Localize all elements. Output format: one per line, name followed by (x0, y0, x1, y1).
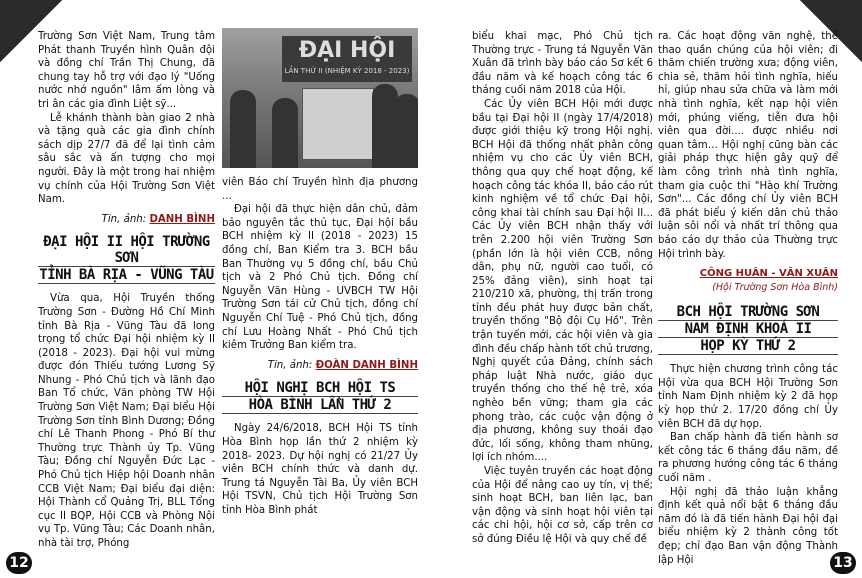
paragraph: Trường Sơn Việt Nam, Trung tâm Phát thanh Truyền hình Quân đội và đồng chí Trần Thị Chung, đã chung tay hỗ trợ với đạo lý "Uống nước nhớ nguồn" lâm ấm lòng và tri ân các gia đình Liệt sỹ... (38, 31, 215, 110)
paragraph: Hội nghị đã thảo luận khẳng định kết quả nổi bật 6 tháng đầu năm đó là đã tiến hành Đại hội đại biểu nhiệm kỳ 2 thành công tốt đẹp; chỉ đạo Ban vận động Thành lập Hội (658, 486, 838, 566)
person-figure (230, 90, 256, 168)
credit-author: ĐOÀN DANH BÌNH (315, 359, 418, 371)
headline-nam-dinh: BCH HỘI TRƯỜNG SƠN NAM ĐỊNH KHOÁ II HỌP KỲ THỨ 2 (658, 304, 838, 355)
page-number-left: 12 (6, 552, 32, 574)
paragraph: Thực hiện chương trình công tác Hội vừa qua BCH Hội Trường Sơn tỉnh Nam Định nhiệm kỳ 2 đã họp kỳ họp thứ 2. 17/20 đồng chí Ủy viên BCH đã dự họp. (658, 364, 838, 430)
paragraph: ra. Các hoạt động văn nghệ, thể thao quần chúng của hội viên; đi thăm chiến trường xưa; động viên, chia sẻ, thăm hỏi tình nghĩa, hiếu hỉ, giúp nhau sửa chữa và làm mới nhà tình nghĩa, kết nạp hội viên mới, phúng viếng, tiễn đưa hội viên qua đời.... được nhiều nơi quan tâm… Hội nghị cũng bàn các giải pháp thực hiện gây quỹ để làm công trình nhà tình nghĩa, tham gia cuộc thi "Hào khí Trường Sơn"... Các đồng chí Ủy viên BCH đã phát biểu ý kiến dân chủ thảo luận sôi nổi và nhất trí thông qua báo cáo dự thảo của Thường trực Hội trình bày. (658, 31, 838, 260)
paragraph: Đại hội đã thực hiện dân chủ, đảm bảo nguyên tắc thủ tục, Đại hội bầu BCH nhiệm kỳ II (2018 - 2023) 15 đồng chí, Ban Kiểm tra 3. BCH bầu Ban Thường vụ 5 đồng chí, bầu Chủ tịch và 2 Phó Chủ tịch. Đồng chí Nguyễn Văn Hùng - UVBCH TW Hội Trường Sơn tái cử Chủ tịch, đồng chí Nguyễn Chí Tuệ - Phó Chủ tịch, đồng chí Lưu Hoàng Nhất - Phó Chủ tịch kiêm Trưởng Ban kiểm tra. (222, 204, 418, 352)
person-figure (394, 94, 418, 168)
headline-hoa-binh: HỘI NGHỊ BCH HỘI TS HÒA BÌNH LẦN THỨ 2 (222, 380, 418, 414)
article-credit: Tin, ảnh: ĐOÀN DANH BÌNH (267, 359, 418, 371)
headline-ba-ria-vung-tau: ĐẠI HỘI II HỘI TRƯỜNG SƠN TỈNH BÀ RỊA - VŨNG TÀU (39, 234, 214, 284)
credit-author: DANH BÌNH (149, 213, 215, 225)
award-flag (302, 88, 374, 160)
paragraph: Lễ khánh thành bàn giao 2 nhà và tặng quà các gia đình chính sách dịp 27/7 đã để lại tình cảm sâu sắc và ấn tượng cho mọi người. Đây là một trong hai nhiệm vụ chính của Hội Trường Sơn Việt Nam. (38, 112, 215, 206)
paragraph: Ngày 24/6/2018, BCH Hội TS tỉnh Hòa Bình họp lần thứ 2 nhiệm kỳ 2018- 2023. Dự hội nghị có 21/27 Ủy viên BCH chính thức và danh dự. Trung tá Nguyễn Tài Ba, Ủy viên BCH Hội TSVN, Chủ tịch Hội Trường Sơn tỉnh Hòa Bình phát (222, 423, 418, 516)
person-figure (272, 98, 298, 168)
column-1 (38, 30, 215, 551)
article-credit: Tin, ảnh: DANH BÌNH (101, 213, 215, 225)
paragraph: Ban chấp hành đã tiến hành sơ kết công tác 6 tháng đầu năm, đề ra phương hướng công tác 6 tháng cuối năm . (658, 432, 838, 485)
column-3 (472, 30, 653, 547)
paragraph: Các Ủy viên BCH Hội mới được bầu tại Đại hội II (ngày 17/4/2018) được giới thiệu kỹ trong Hội nghị. BCH Hội đã thống nhất phân công nhiệm vụ cho các Ủy viên BCH, thông qua quy chế hoạt động, kế hoạch công tác khóa II, báo cáo rút kinh nghiệm về tổ chức Đại hội, công khai tài chính sau Đại hội II... Các Ủy viên BCH nhận thấy với trên 2.200 hội viên Trường Sơn (phần lớn là hội viên CCB, nông dân, phụ nữ, người cao tuổi, có 25% đảng viên), sinh hoạt tại 210/210 xã, phường, thị trấn trong tỉnh đều phát huy được bản chất, truyền thống "Bộ đội Cụ Hồ". Trên trận tuyến mới, các hội viên và gia đình đều chấp hành tốt chủ trương, Nghị quyết của Đảng, chính sách pháp luật Nhà nước, giáo dục truyền thống cho thế hệ trẻ, xóa nghèo bền vững; tham gia các phong trào, các cuộc vận động ở địa phương, không suy thoái đạo đức, lối sống, không tham nhũng, lợi ích nhóm.... (472, 98, 653, 464)
paragraph: biểu khai mạc, Phó Chủ tịch Thường trực - Trung tá Nguyễn Văn Xuân đã trình bày báo cáo Sơ kết 6 đầu năm và kế hoạch công tác 6 tháng cuối năm 2018 của Hội. (472, 31, 653, 97)
paragraph: Việc tuyên truyền các hoạt động của Hội để nâng cao uy tín, vị thế; sinh hoạt BCH, ban liên lạc, ban vận động và sinh hoạt hội viên tại các chi hội, hội cơ sở, cấp trên cơ sở đúng Điều lệ Hội và quy chế đề (472, 466, 653, 545)
column-2 (222, 176, 418, 517)
article-signature: CÔNG HUÂN - VĂN XUÂN (Hội Trường Sơn Hòa Bình) (699, 268, 838, 293)
paragraph: Vừa qua, Hội Truyền thống Trường Sơn - Đường Hồ Chí Minh tỉnh Bà Rịa - Vũng Tàu đã long trọng tổ chức Đại hội nhiệm kỳ II (2018 - 2023). Đại hội vui mừng được đón Thiếu tướng Lương Sỹ Nhung - Phó Chủ tịch và lãnh đạo Ban Tổ chức, Văn phòng TW Hội Trường Sơn Việt Nam; Đại biểu Hội Trường Sơn tỉnh Bình Dương; Đồng chí Lê Thanh Phong - Phó Bí thư Thường trực Thành ủy Tp. Vũng Tàu; Đồng chí Nguyễn Đức Lạc - Phó Chủ tịch Hiệp hội Doanh nhân CCB Việt Nam; Đại biểu đại diện: Hội Thành cổ Quảng Trị, BLL Tổng cục II BQP, Hội CCB và Phòng Nội vụ Tp. Vũng Tàu; Các Doanh nhân, nhà tài trợ, Phóng (38, 293, 215, 549)
column-4 (658, 30, 838, 567)
paragraph: viên Báo chí Truyền hình địa phương ... (222, 177, 418, 202)
event-photo (222, 28, 418, 168)
photo-banner: ĐẠI HỘI LẦN THỨ II (NHIỆM KỲ 2018 - 2023) (282, 36, 412, 82)
page-number-right: 13 (830, 552, 856, 574)
